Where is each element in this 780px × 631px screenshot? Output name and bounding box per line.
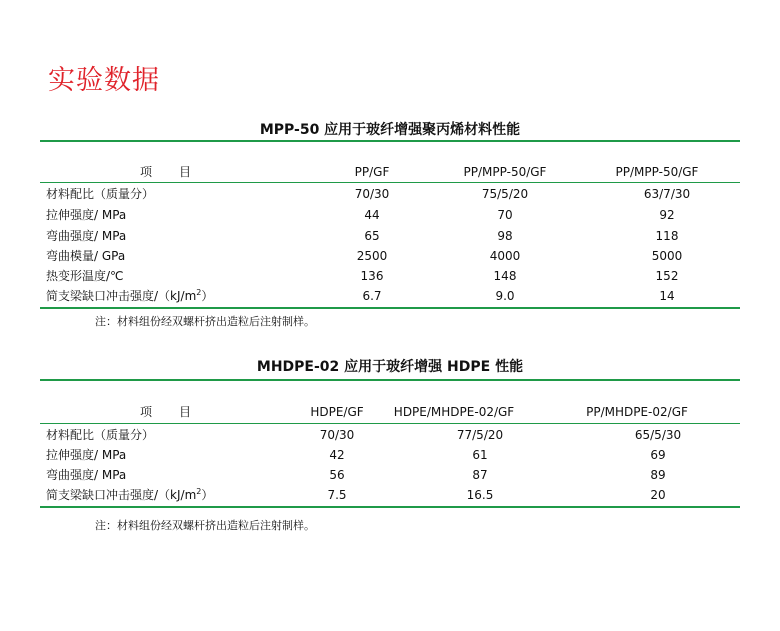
- row-value: 56: [329, 468, 345, 482]
- table-row: [40, 184, 740, 204]
- row-value: 136: [360, 269, 384, 283]
- table2-title: MHDPE-02 应用于玻纤增强 HDPE 性能: [256, 359, 524, 375]
- page-heading: 实验数据: [48, 65, 160, 96]
- row-value: 87: [472, 468, 488, 482]
- row-label: 拉伸强度/ MPa: [46, 448, 127, 462]
- row-value: 5000: [651, 249, 683, 263]
- row-value: 70: [497, 208, 513, 222]
- row-label: 弯曲模量/ GPa: [46, 249, 126, 263]
- row-value: 75/5/20: [481, 187, 529, 201]
- row-label: 材料配比（质量分）: [46, 428, 155, 442]
- row-label: 材料配比（质量分）: [46, 187, 155, 201]
- table-row: [40, 266, 740, 286]
- table1-header-rule: [40, 182, 740, 183]
- table2-header-item: 项 目: [140, 405, 193, 419]
- table2-header-col2: HDPE/MHDPE-02/GF: [393, 405, 515, 419]
- row-label: 热变形温度/℃: [46, 269, 124, 283]
- row-value: 70/30: [319, 428, 355, 442]
- table2-header-col3: PP/MHDPE-02/GF: [586, 405, 688, 419]
- row-value: 14: [659, 289, 675, 303]
- row-value: 148: [493, 269, 517, 283]
- row-value: 65: [364, 229, 380, 243]
- table2-header-row: [40, 402, 740, 422]
- table-row: [40, 425, 740, 445]
- row-label: 拉伸强度/ MPa: [46, 208, 127, 222]
- row-value: 118: [655, 229, 679, 243]
- table-row: [40, 286, 740, 306]
- table1-note: 注：材料组份经双螺杆挤出造粒后注射制样。: [95, 315, 315, 328]
- table1-header-col1: PP/GF: [354, 165, 390, 179]
- table-row: [40, 465, 740, 485]
- row-value: 44: [364, 208, 380, 222]
- row-value: 152: [655, 269, 679, 283]
- row-value: 61: [472, 448, 488, 462]
- row-value: 70/30: [354, 187, 390, 201]
- table1-header-row: [40, 162, 740, 182]
- row-value: 16.5: [466, 488, 494, 502]
- row-label: 弯曲强度/ MPa: [46, 229, 127, 243]
- table1-header-col2: PP/MPP-50/GF: [463, 165, 547, 179]
- table1-top-rule: [40, 140, 740, 142]
- row-value: 89: [650, 468, 666, 482]
- row-value: 77/5/20: [456, 428, 504, 442]
- table2-note: 注：材料组份经双螺杆挤出造粒后注射制样。: [95, 519, 315, 532]
- row-value: 7.5: [327, 488, 347, 502]
- table2-header-rule: [40, 423, 740, 424]
- row-label: 简支梁缺口冲击强度$/(kJ/m^2)$: [46, 487, 214, 502]
- table-row: [40, 485, 740, 505]
- table1-bottom-rule: [40, 307, 740, 309]
- row-value: 63/7/30: [643, 187, 691, 201]
- row-value: 6.7: [362, 289, 382, 303]
- table-row: [40, 445, 740, 465]
- row-value: 2500: [356, 249, 388, 263]
- table1-title: MPP-50 应用于玻纤增强聚丙烯材料性能: [259, 122, 521, 138]
- row-label: 弯曲强度/ MPa: [46, 468, 127, 482]
- table-row: [40, 205, 740, 225]
- row-value: 4000: [489, 249, 521, 263]
- table2-bottom-rule: [40, 506, 740, 508]
- table-row: [40, 226, 740, 246]
- table1-header-col3: PP/MPP-50/GF: [615, 165, 699, 179]
- table2-top-rule: [40, 379, 740, 381]
- row-value: 42: [329, 448, 345, 462]
- row-label: 简支梁缺口冲击强度$/(kJ/m^2)$: [46, 288, 214, 303]
- table-row: [40, 246, 740, 266]
- row-value: 98: [497, 229, 513, 243]
- row-value: 9.0: [495, 289, 515, 303]
- row-value: 92: [659, 208, 675, 222]
- table1-header-item: 项 目: [140, 165, 193, 179]
- row-value: 69: [650, 448, 666, 462]
- row-value: 65/5/30: [634, 428, 682, 442]
- row-value: 20: [650, 488, 666, 502]
- table2-header-col1: HDPE/GF: [310, 405, 364, 419]
